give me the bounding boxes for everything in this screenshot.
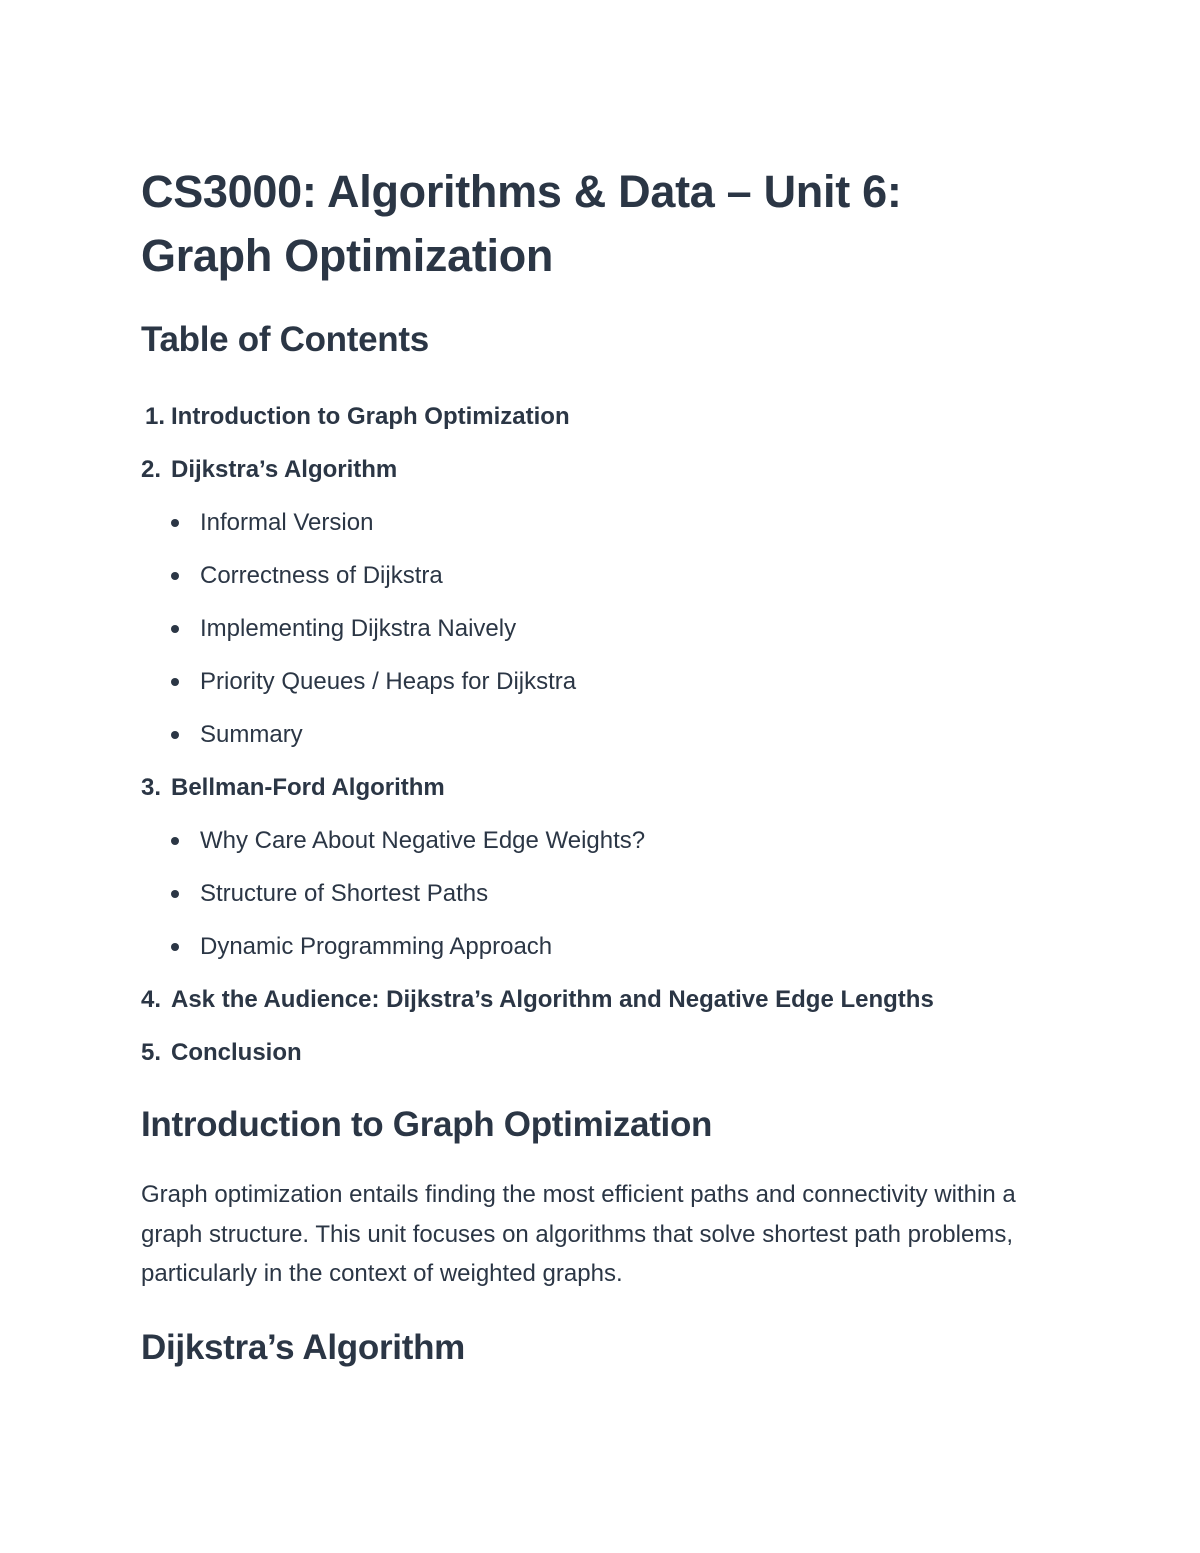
toc-subitem[interactable]: [141, 655, 1071, 708]
toc-item-label[interactable]: Conclusion: [171, 1039, 302, 1066]
toc-subitem[interactable]: [141, 602, 1071, 655]
toc-subitem-label[interactable]: Informal Version: [200, 509, 374, 536]
toc-subitem[interactable]: [141, 496, 1071, 549]
toc-item-label[interactable]: Bellman-Ford Algorithm: [171, 774, 445, 801]
toc-item-label[interactable]: Ask the Audience: Dijkstra’s Algorithm and Negative Edge Lengths: [171, 986, 934, 1013]
toc-subitem[interactable]: [141, 920, 1071, 973]
bullet-icon: [171, 678, 179, 686]
toc-item-ask-the-audience[interactable]: [141, 973, 1071, 1026]
toc-item-label[interactable]: Dijkstra’s Algorithm: [171, 456, 398, 483]
document-title-line-1: CS3000: Algorithms & Data – Unit 6:: [141, 166, 902, 217]
toc-subitem[interactable]: [141, 814, 1071, 867]
toc-subitem-label[interactable]: Summary: [200, 721, 303, 748]
toc-item-number: 5.: [141, 1039, 162, 1066]
table-of-contents: [141, 390, 1071, 1079]
toc-sublist-dijkstra: [141, 496, 1071, 761]
toc-item-number: 3.: [141, 774, 162, 801]
toc-item-label[interactable]: Introduction to Graph Optimization: [171, 403, 570, 430]
bullet-icon: [171, 890, 179, 898]
bullet-icon: [171, 572, 179, 580]
bullet-icon: [171, 731, 179, 739]
toc-item-introduction[interactable]: [141, 390, 1071, 443]
document-title: [141, 160, 1071, 288]
toc-subitem[interactable]: [141, 549, 1071, 602]
toc-subitem-label[interactable]: Dynamic Programming Approach: [200, 933, 553, 960]
toc-subitem-label[interactable]: Structure of Shortest Paths: [200, 880, 489, 907]
toc-subitem[interactable]: [141, 708, 1071, 761]
toc-item-number: 4.: [141, 986, 162, 1013]
section-heading-dijkstra: Dijkstra’s Algorithm: [141, 1327, 465, 1367]
bullet-icon: [171, 625, 179, 633]
toc-subitem-label[interactable]: Why Care About Negative Edge Weights?: [200, 827, 646, 854]
bullet-icon: [171, 519, 179, 527]
document-title-line-2: Graph Optimization: [141, 230, 554, 281]
toc-subitem-label[interactable]: Priority Queues / Heaps for Dijkstra: [200, 668, 577, 695]
toc-subitem-label[interactable]: Implementing Dijkstra Naively: [200, 615, 517, 642]
toc-subitem[interactable]: [141, 867, 1071, 920]
toc-subitem-label[interactable]: Correctness of Dijkstra: [200, 562, 443, 589]
toc-heading: Table of Contents: [141, 320, 429, 359]
toc-item-bellman-ford[interactable]: [141, 761, 1071, 814]
bullet-icon: [171, 837, 179, 845]
toc-sublist-bellman-ford: [141, 814, 1071, 973]
toc-item-number: 1.: [145, 403, 166, 430]
section-heading-introduction: Introduction to Graph Optimization: [141, 1105, 713, 1144]
bullet-icon: [171, 943, 179, 951]
toc-item-conclusion[interactable]: [141, 1026, 1071, 1079]
document-page: [141, 160, 1071, 1372]
intro-paragraph: Graph optimization entails finding the most efficient paths and connectivity within a graph structure. This unit focuses on algorithms that solve shortest path problems, particularly in the context of weighted graphs.: [141, 1181, 1016, 1287]
toc-item-number: 2.: [141, 456, 162, 483]
toc-item-dijkstra[interactable]: [141, 443, 1071, 496]
